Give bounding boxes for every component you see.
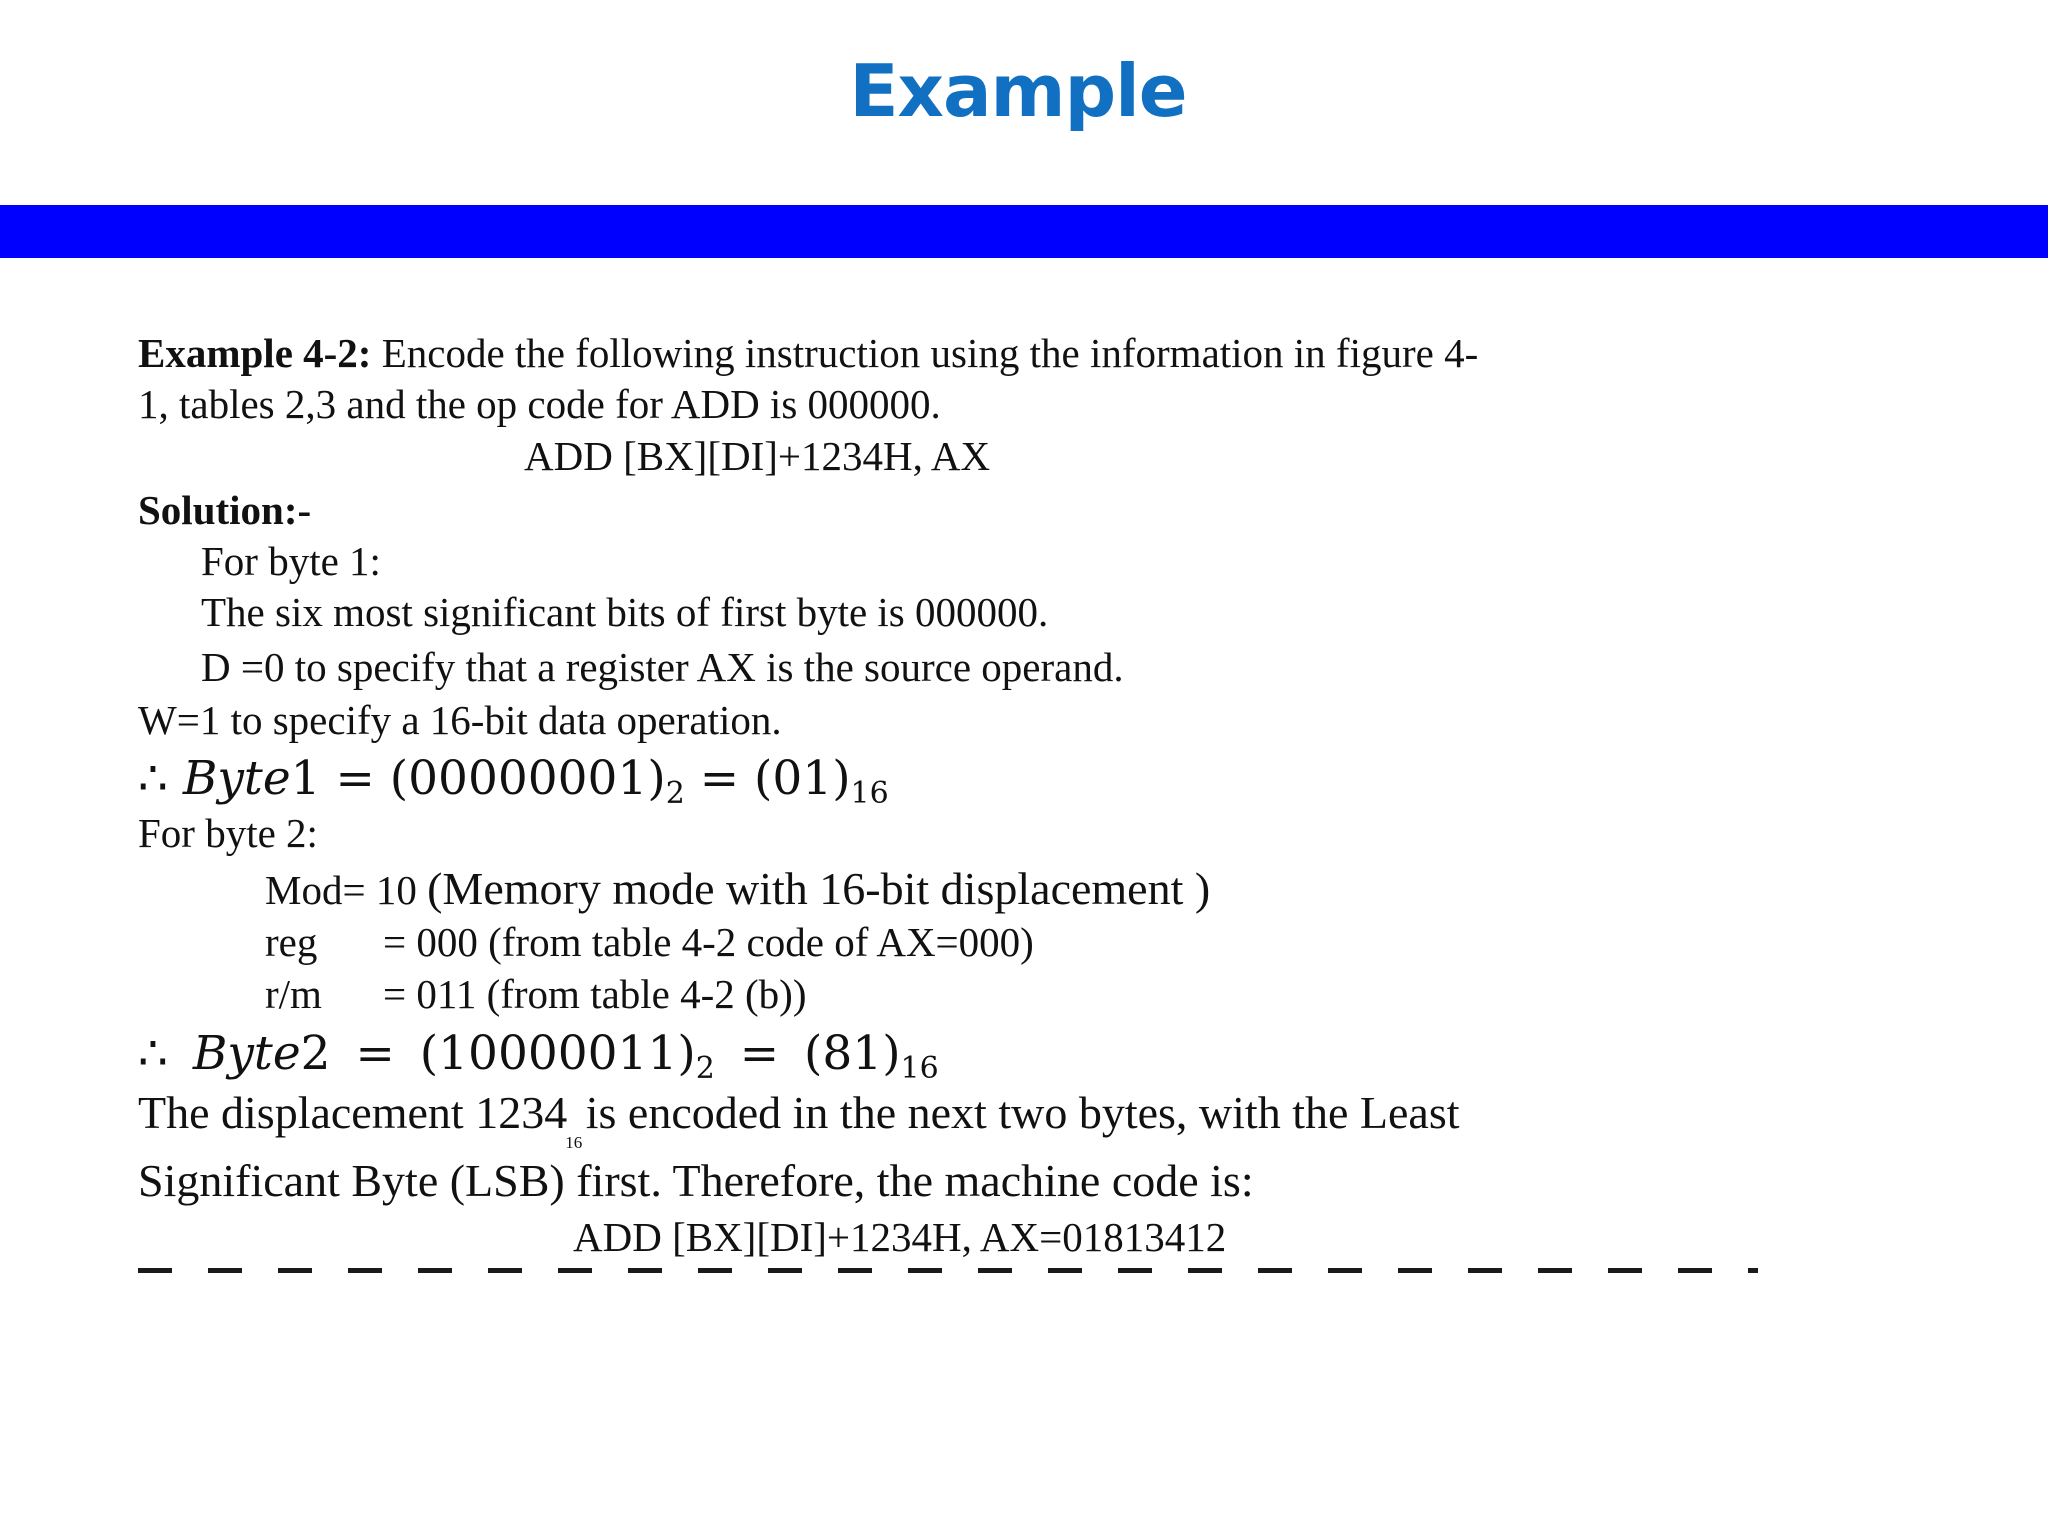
example-label: Example 4-2:: [138, 330, 372, 376]
rm-name: r/m: [265, 971, 322, 1017]
instruction-line: ADD [BX][DI]+1234H, AX: [524, 433, 991, 479]
displacement-base: 16: [565, 1133, 583, 1152]
binary-value: = (10000011): [330, 1026, 696, 1081]
machine-code-intro-line: Significant Byte (LSB) first. Therefore, the machine code is:: [138, 1155, 1254, 1206]
therefore-symbol: ∴: [138, 751, 183, 806]
hex-value: = (01): [684, 751, 851, 806]
binary-base: 2: [695, 1051, 715, 1086]
mod-value: = 10: [342, 867, 428, 913]
therefore-symbol: ∴: [138, 1026, 193, 1081]
byte1-w-bit-line: W=1 to specify a 16-bit data operation.: [138, 697, 782, 743]
byte-variable: Byte: [182, 751, 291, 806]
example-intro-line: [138, 330, 1479, 376]
byte-variable: Byte: [192, 1026, 301, 1081]
byte2-equation: [138, 1026, 939, 1086]
displacement-text: The displacement 1234: [138, 1087, 568, 1138]
byte1-heading: For byte 1:: [201, 538, 381, 584]
binary-base: 2: [665, 776, 685, 811]
reg-value: = 000 (from table 4-2 code of AX=000): [383, 919, 1034, 965]
mod-name: Mod: [265, 867, 343, 913]
reg-name: reg: [265, 919, 318, 965]
byte1-equation: [138, 751, 889, 811]
hex-value: = (81): [714, 1026, 901, 1081]
rm-line: [265, 971, 807, 1017]
byte1-six-bits-line: The six most significant bits of first byte is 000000.: [201, 589, 1049, 635]
byte-number: 1: [290, 751, 321, 806]
displacement-line: [138, 1087, 1460, 1152]
cropped-text-fragment: [138, 1268, 1758, 1273]
solution-label: Solution:-: [138, 487, 312, 533]
byte1-d-bit-line: D =0 to specify that a register AX is the source operand.: [201, 644, 1124, 690]
example-intro-text: Encode the following instruction using the information in figure 4-: [371, 330, 1479, 376]
reg-line: [265, 919, 1034, 965]
example-intro-line-2: 1, tables 2,3 and the op code for ADD is 000000.: [138, 381, 941, 427]
mod-line: [265, 863, 1211, 914]
byte2-heading: For byte 2:: [138, 810, 318, 856]
byte-number: 2: [300, 1026, 331, 1081]
mod-description: (Memory mode with 16-bit displacement ): [427, 863, 1211, 914]
hex-base: 16: [900, 1051, 939, 1086]
binary-value: = (00000001): [320, 751, 666, 806]
rm-value: = 011 (from table 4-2 (b)): [383, 971, 807, 1017]
displacement-text-2: is encoded in the next two bytes, with the Least: [585, 1087, 1460, 1138]
slide-title: Example: [849, 49, 1187, 133]
hex-base: 16: [850, 776, 889, 811]
machine-code-result: ADD [BX][DI]+1234H, AX=01813412: [573, 1214, 1227, 1260]
